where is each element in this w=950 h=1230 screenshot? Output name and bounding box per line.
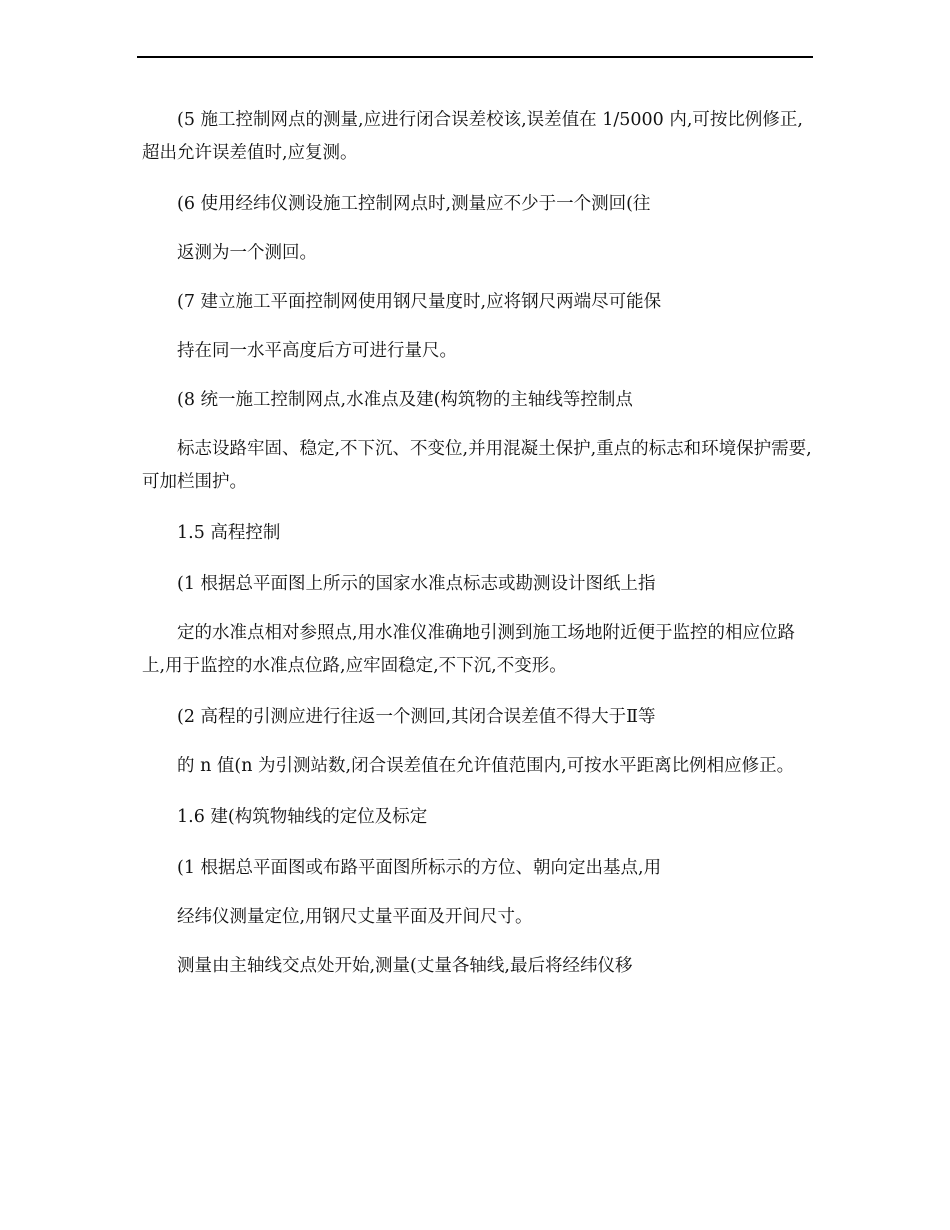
paragraph-1-continued: 定的水准点相对参照点,用水准仪准确地引测到施工场地附近便于监控的相应位路上,用于监控的水准点位路,应牢固稳定,不下沉,不变形。 (142, 623, 796, 676)
paragraph-7-steel-tape: (7 建立施工平面控制网使用钢尺量度时,应将钢尺两端尽可能保 (177, 292, 662, 312)
section-heading-1-5: 1.5 高程控制 (177, 523, 281, 543)
paragraph-1-axis-positioning: (1 根据总平面图或布路平面图所标示的方位、朝向定出基点,用 (177, 858, 662, 878)
header-rule (137, 56, 813, 58)
paragraph-1-axis-continued: 经纬仪测量定位,用钢尺丈量平面及开间尺寸。 (177, 907, 533, 927)
paragraph-8-continued: 标志设路牢固、稳定,不下沉、不变位,并用混凝土保护,重点的标志和环境保护需要,可加栏围护。 (142, 439, 812, 492)
paragraph-6-theodolite: (6 使用经纬仪测设施工控制网点时,测量应不少于一个测回(往 (177, 194, 651, 214)
paragraph-5-closure-error: (5 施工控制网点的测量,应进行闭合误差校该,误差值在 1/5000 内,可按比例修正,超出允许误差值时,应复测。 (142, 110, 803, 163)
paragraph-2-continued: 的 n 值(n 为引测站数,闭合误差值在允许值范围内,可按水平距离比例相应修正。 (177, 756, 795, 776)
paragraph-2-elevation: (2 高程的引测应进行往返一个测回,其闭合误差值不得大于Ⅱ等 (177, 707, 656, 727)
paragraph-6-continued: 返测为一个测回。 (177, 243, 317, 263)
paragraph-1-benchmark: (1 根据总平面图上所示的国家水准点标志或勘测设计图纸上指 (177, 574, 656, 594)
paragraph-measurement-start: 测量由主轴线交点处开始,测量(丈量各轴线,最后将经纬仪移 (177, 956, 633, 976)
paragraph-8-control-points: (8 统一施工控制网点,水准点及建(构筑物的主轴线等控制点 (177, 390, 633, 410)
paragraph-7-continued: 持在同一水平高度后方可进行量尺。 (177, 341, 457, 361)
section-heading-1-6: 1.6 建(构筑物轴线的定位及标定 (177, 807, 428, 827)
document-body (142, 104, 814, 983)
